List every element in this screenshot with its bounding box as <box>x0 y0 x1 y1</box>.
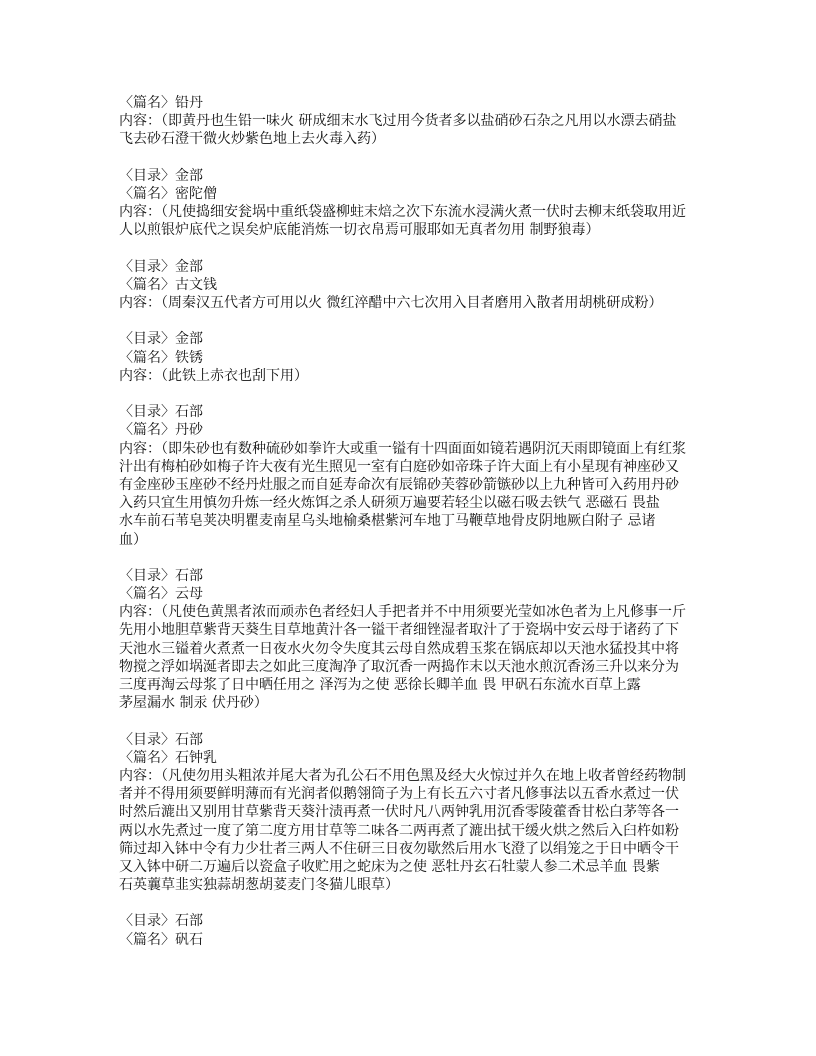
blank-line <box>119 149 719 167</box>
title-label: 〈篇名〉 <box>119 95 175 111</box>
title-value: 密陀僧 <box>175 185 217 202</box>
content-line <box>119 767 719 785</box>
content-text: 汁出有梅柏砂如梅子许大夜有光生照见一室有白庭砂如帝珠子许大面上有小星现有神座砂又 <box>119 458 679 475</box>
title-label: 〈篇名〉 <box>119 931 175 948</box>
catalog-label: 〈目录〉 <box>119 167 175 184</box>
content-line <box>119 367 719 385</box>
document-body <box>119 94 719 949</box>
title-value: 云母 <box>175 586 203 603</box>
catalog-value: 石部 <box>175 913 203 930</box>
title-value: 矾石 <box>175 931 203 948</box>
content-text: （即黄丹也生铅一味火 研成细末水飞过用今货者多以盐硝砂石杂之凡用以水漂去硝盐 <box>161 113 677 130</box>
content-label: 内容： <box>119 367 161 384</box>
content-text: 两以水先煮过一度了第二度方用甘草等二味各二两再煮了漉出拭干缓火烘之然后入臼杵如粉 <box>119 822 679 839</box>
catalog-value: 金部 <box>175 331 203 348</box>
catalog-label: 〈目录〉 <box>119 567 175 584</box>
content-label: 内容： <box>119 295 161 312</box>
content-text: 水车前石苇皂荚决明瞿麦南星乌头地榆桑椹紫河车地丁马鞭草地骨皮阴地厥白附子 忌诸 <box>119 513 656 530</box>
title-label: 〈篇名〉 <box>119 586 175 603</box>
title-line <box>119 931 719 949</box>
catalog-line <box>119 258 719 276</box>
content-line <box>119 658 719 676</box>
content-text: 石英蘘草韭实独蒜胡葱胡荽麦门冬猫儿眼草） <box>119 877 399 894</box>
blank-line <box>119 385 719 403</box>
title-value: 铅丹 <box>175 95 203 111</box>
catalog-line <box>119 912 719 930</box>
content-line <box>119 858 719 876</box>
title-line <box>119 276 719 294</box>
content-line <box>119 458 719 476</box>
catalog-label: 〈目录〉 <box>119 331 175 348</box>
title-line <box>119 185 719 203</box>
content-line <box>119 476 719 494</box>
entry <box>119 731 719 895</box>
content-label: 内容： <box>119 204 161 221</box>
title-label: 〈篇名〉 <box>119 349 175 366</box>
content-line <box>119 876 719 894</box>
content-text: （凡使色黄黑者浓而顽赤色者经妇人手把者并不中用须要光莹如冰色者为上凡修事一斤 <box>161 604 686 621</box>
content-line <box>119 112 719 130</box>
content-line <box>119 694 719 712</box>
content-text: 飞去砂石澄干微火炒紫色地上去火毒入药） <box>119 131 385 148</box>
content-text: 三度再淘云母浆了日中晒任用之 泽泻为之使 恶徐长卿羊血 畏 甲矾石东流水百草上露 <box>119 677 641 693</box>
content-text: 茅屋漏水 制汞 伏丹砂） <box>119 695 268 712</box>
content-line <box>119 785 719 803</box>
content-label: 内容： <box>119 767 161 784</box>
blank-line <box>119 549 719 567</box>
content-text: （凡使勿用头粗浓并尾大者为孔公石不用色黑及经大火惊过并久在地上收者曾经药物制 <box>161 767 686 784</box>
content-text: 物搅之浮如埚涎者即去之如此三度淘净了取沉香一两捣作末以天池水煎沉香汤三升以来分为 <box>119 658 679 675</box>
content-text: 时然后漉出又别用甘草紫背天葵汁渍再煮一伏时凡八两钟乳用沉香零陵藿香甘松白茅等各一 <box>119 804 679 821</box>
blank-line <box>119 712 719 730</box>
catalog-line <box>119 731 719 749</box>
content-text: 人以煎银炉底代之误矣炉底能消炼一切衣帛焉可服耶如无真者勿用 制野狼毒） <box>119 222 600 239</box>
content-label: 内容： <box>119 113 161 130</box>
catalog-value: 金部 <box>175 167 203 184</box>
content-line <box>119 294 719 312</box>
blank-line <box>119 312 719 330</box>
entry <box>119 94 719 149</box>
title-line <box>119 421 719 439</box>
content-text: （周秦汉五代者方可用以火 微红淬醋中六七次用入目者磨用入散者用胡桃研成粉） <box>161 295 663 312</box>
content-text: 者并不得用须要鲜明薄而有光润者似鹅翎筒子为上有长五六寸者凡修事法以五香水煮过一伏 <box>119 786 679 803</box>
catalog-label: 〈目录〉 <box>119 731 175 748</box>
catalog-value: 石部 <box>175 731 203 748</box>
title-label: 〈篇名〉 <box>119 422 175 439</box>
content-line <box>119 130 719 148</box>
content-text: 入药只宜生用慎勿升炼一经火炼饵之杀人研须万遍要若轻尘以磁石吸去铁气 恶磁石 畏盐 <box>119 495 660 512</box>
title-label: 〈篇名〉 <box>119 185 175 202</box>
content-line <box>119 603 719 621</box>
catalog-label: 〈目录〉 <box>119 258 175 275</box>
entry <box>119 567 719 713</box>
content-text: 血） <box>119 531 147 548</box>
content-text: （即朱砂也有数种硫砂如拳许大或重一镒有十四面面如镜若遇阴沉天雨即镜面上有红浆 <box>161 440 686 457</box>
title-line <box>119 94 719 112</box>
content-line <box>119 203 719 221</box>
content-text: 天池水三镒着火煮煮一日夜水火勿令失度其云母自然成碧玉浆在锅底却以天池水猛投其中将 <box>119 640 679 657</box>
catalog-label: 〈目录〉 <box>119 913 175 930</box>
title-line <box>119 749 719 767</box>
catalog-label: 〈目录〉 <box>119 404 175 421</box>
title-value: 丹砂 <box>175 422 203 439</box>
entry <box>119 330 719 385</box>
content-line <box>119 803 719 821</box>
catalog-value: 金部 <box>175 258 203 275</box>
content-line <box>119 822 719 840</box>
blank-line <box>119 240 719 258</box>
title-line <box>119 349 719 367</box>
content-text: 筛过却入钵中令有力少壮者三两人不住研三日夜勿歇然后用水飞澄了以绢笼之于日中晒令干 <box>119 840 679 857</box>
entry <box>119 258 719 313</box>
content-line <box>119 221 719 239</box>
content-line <box>119 840 719 858</box>
content-text: （凡使捣细安瓮埚中重纸袋盛柳蛀末焙之次下东流水浸满火煮一伏时去柳末纸袋取用近 <box>161 204 686 221</box>
content-line <box>119 676 719 694</box>
content-text: 又入钵中研二万遍后以瓷盒子收贮用之蛇床为之使 恶牡丹玄石牡蒙人参二术忌羊血 畏紫 <box>119 858 660 875</box>
content-line <box>119 512 719 530</box>
content-label: 内容： <box>119 440 161 457</box>
title-label: 〈篇名〉 <box>119 749 175 766</box>
content-line <box>119 531 719 549</box>
title-value: 石钟乳 <box>175 749 217 766</box>
catalog-line <box>119 167 719 185</box>
content-line <box>119 440 719 458</box>
entry <box>119 167 719 240</box>
catalog-value: 石部 <box>175 404 203 421</box>
title-line <box>119 585 719 603</box>
catalog-value: 石部 <box>175 567 203 584</box>
catalog-line <box>119 567 719 585</box>
catalog-line <box>119 330 719 348</box>
title-value: 铁锈 <box>175 349 203 366</box>
content-line <box>119 640 719 658</box>
content-text: （此铁上赤衣也刮下用） <box>161 367 308 384</box>
content-line <box>119 494 719 512</box>
blank-line <box>119 894 719 912</box>
catalog-line <box>119 403 719 421</box>
title-value: 古文钱 <box>175 276 217 293</box>
entry <box>119 912 719 948</box>
content-text: 先用小地胆草紫背天葵生目草地黄汁各一镒干者细锉湿者取汁了于瓷埚中安云母于诸药了下 <box>119 622 679 639</box>
entry <box>119 403 719 549</box>
content-label: 内容： <box>119 604 161 621</box>
title-label: 〈篇名〉 <box>119 276 175 293</box>
content-line <box>119 621 719 639</box>
content-text: 有金座砂玉座砂不经丹灶服之而自延寿命次有辰锦砂芙蓉砂箭镞砂以上九种皆可入药用丹砂 <box>119 476 679 493</box>
